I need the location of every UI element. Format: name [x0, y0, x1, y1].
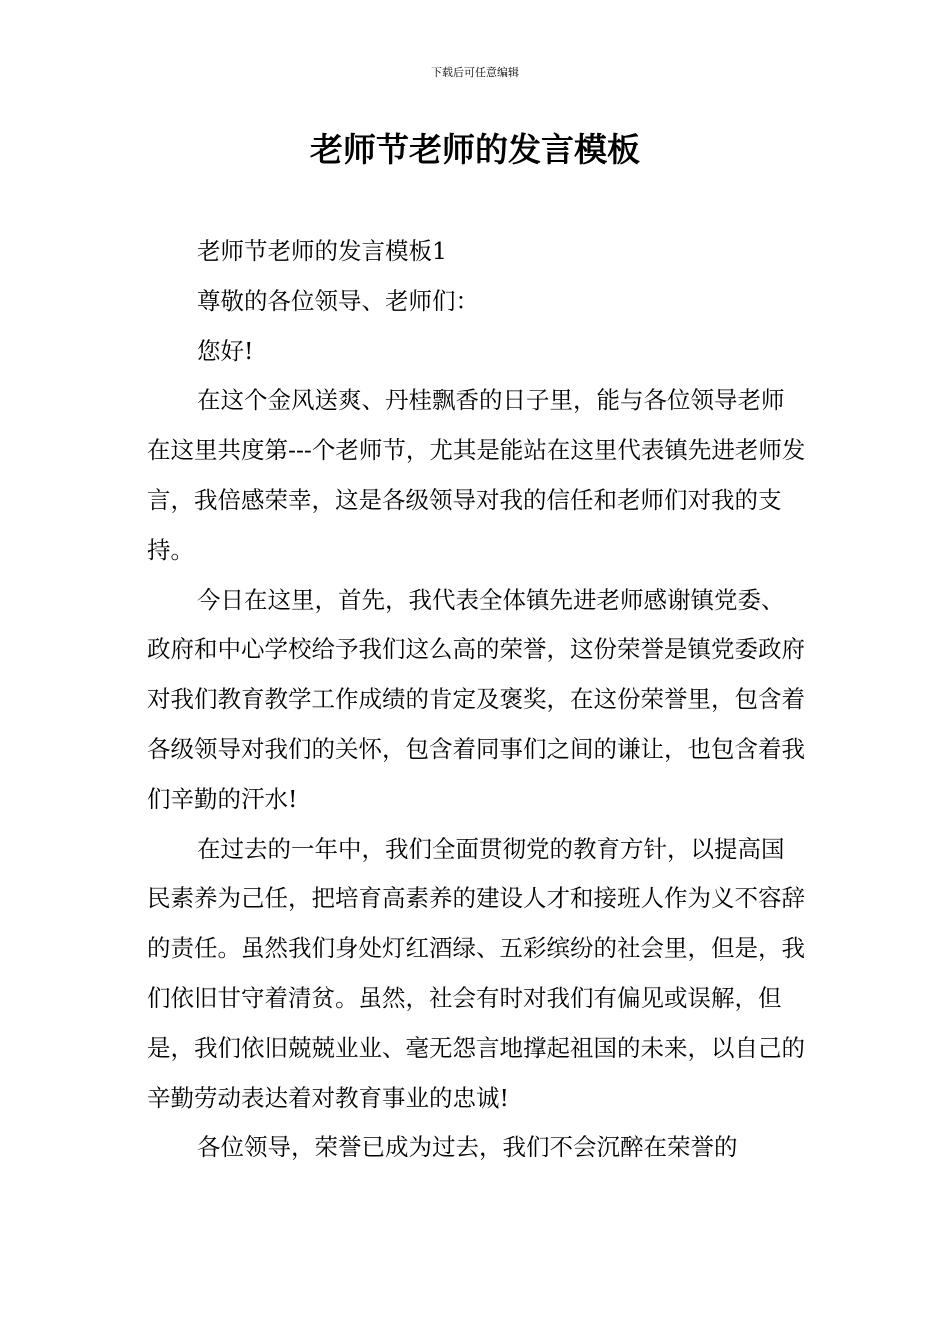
- body-paragraph: 在这个金风送爽、丹桂飘香的日子里，能与各位领导老师在这里共度第---个老师节，尤其是能站在这里代表镇先进老师发言，我倍感荣幸，这是各级领导对我的信任和老师们对我的支持。: [147, 386, 806, 564]
- body-paragraph: 在过去的一年中，我们全面贯彻党的教育方针，以提高国民素养为己任，把培育高素养的建设人才和接班人作为义不容辞的责任。虽然我们身处灯红酒绿、五彩缤纷的社会里，但是，我们依旧甘守着清贫。虽然，社会有时对我们有偏见或误解，但是，我们依旧兢兢业业、毫无怨言地撑起祖国的未来，以自己的辛勤劳动表达着对教育事业的忠诚!: [147, 834, 805, 1112]
- greeting-paragraph: 您好!: [197, 336, 254, 365]
- subtitle-paragraph: 老师节老师的发言模板1: [197, 237, 447, 265]
- body-paragraph: 各位领导，荣誉已成为过去，我们不会沉醉在荣誉的: [197, 1133, 738, 1162]
- page-header: 下载后可任意编辑: [431, 66, 519, 79]
- document-title: 老师节老师的发言模板: [310, 130, 640, 169]
- body-paragraph: 今日在这里，首先，我代表全体镇先进老师感谢镇党委、政府和中心学校给予我们这么高的荣誉，这份荣誉是镇党委政府对我们教育教学工作成绩的肯定及褒奖，在这份荣誉里，包含着各级领导对我们的关怀，包含着同事们之间的谦让，也包含着我们辛勤的汗水!: [147, 585, 805, 813]
- document-body: [147, 227, 807, 1173]
- salutation-paragraph: 尊敬的各位领导、老师们：: [197, 286, 479, 315]
